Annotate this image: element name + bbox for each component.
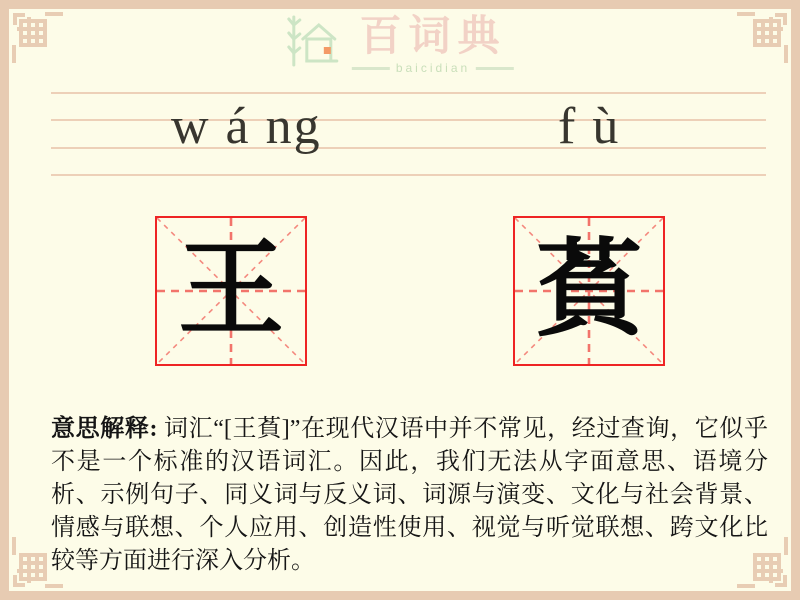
- definition-text: 词汇“[王萯]”在现代汉语中并不常见，经过查询，它似乎不是一个标准的汉语词汇。因此，我们无法从字面意思、语境分析、示例句子、同义词与反义词、词源与演变、文化与社会背景、情感与联想、个人应用、创造性使用、视觉与听觉联想、跨文化比较等方面进行深入分析。: [51, 416, 768, 574]
- seal-dot: [324, 47, 331, 54]
- ruled-line-4: [51, 174, 766, 176]
- corner-ornament-top-right: [733, 7, 793, 67]
- pinyin-word-1: w á ng: [171, 98, 322, 155]
- corner-ornament-top-left: [7, 7, 67, 67]
- pinyin-word-2: f ù: [558, 98, 621, 155]
- character-grid-box-2: [513, 216, 665, 366]
- ruled-line-1: [51, 92, 766, 94]
- subtitle-dash-left: [352, 67, 390, 70]
- character-grid-box-1: [155, 216, 307, 366]
- hanzi-character-1: 王: [178, 232, 284, 349]
- brand-subtitle-row: [352, 61, 514, 75]
- hanzi-character-2: 萯: [536, 232, 642, 349]
- brand-name: 百词典: [359, 14, 507, 60]
- lattice-corner-icon: [733, 7, 793, 67]
- pinyin-ruled-lines: [51, 92, 766, 176]
- app-logo: [286, 9, 514, 75]
- subtitle-dash-right: [476, 67, 514, 70]
- definition-label: 意思解释:: [51, 416, 158, 442]
- definition-paragraph: [51, 413, 768, 578]
- lattice-corner-icon: [7, 7, 67, 67]
- bamboo-house-icon: [286, 13, 344, 69]
- logo-text-column: [352, 9, 514, 75]
- ruled-line-3: [51, 147, 766, 149]
- brand-subtitle: baicidian: [395, 61, 471, 75]
- ruled-line-2: [51, 119, 766, 121]
